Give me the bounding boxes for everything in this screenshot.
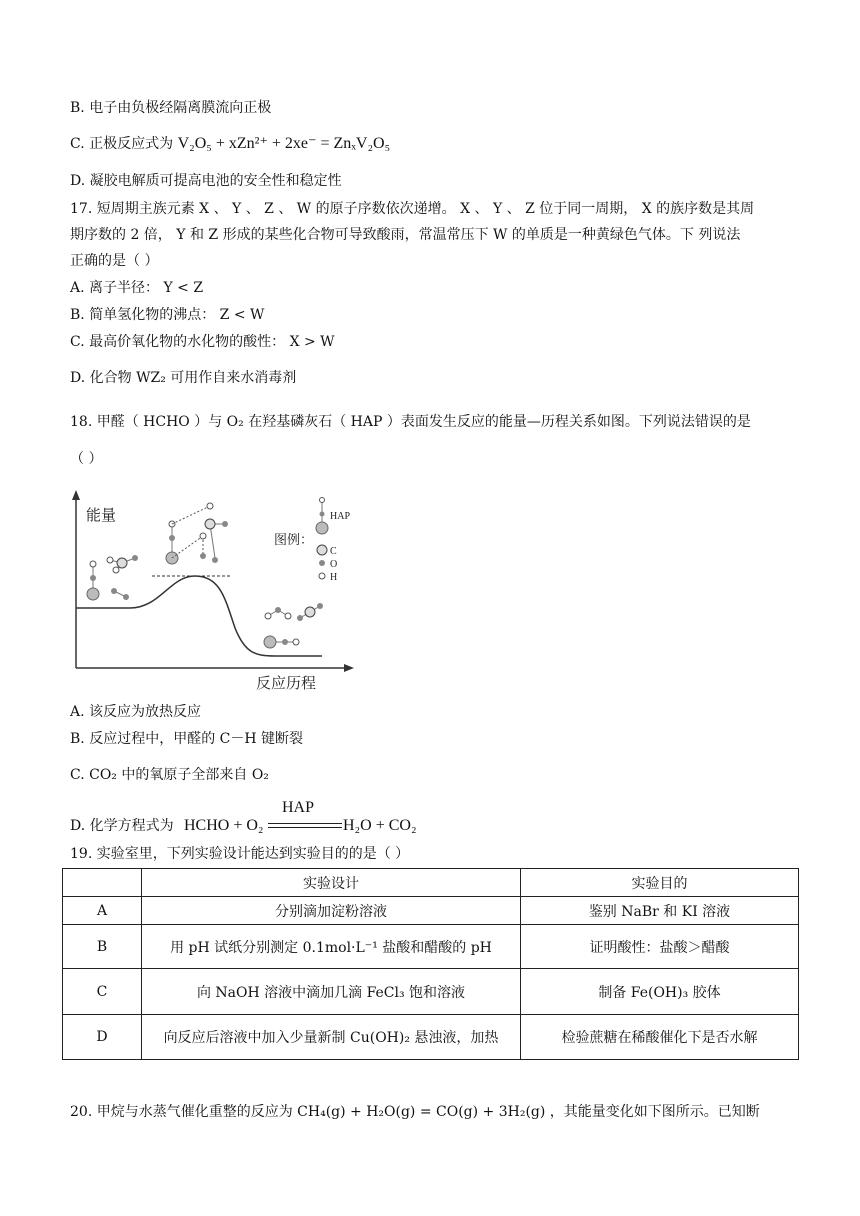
legend-hap-marker <box>316 522 328 534</box>
table-header-row <box>63 869 799 897</box>
legend-o-marker <box>319 560 325 566</box>
reactant-molecules <box>87 555 138 600</box>
q17-option-b: B. 简单氢化物的沸点： Z < W <box>70 307 265 323</box>
legend-h-marker <box>319 573 325 579</box>
row-label: D <box>63 1015 142 1060</box>
q16-option-d: D. 凝胶电解质可提高电池的安全性和稳定性 <box>70 173 342 189</box>
y-axis-label: 能量 <box>86 506 117 524</box>
q18-option-c: C. CO₂ 中的氧原子全部来自 O₂ <box>70 767 269 783</box>
q18-option-a: A. 该反应为放热反应 <box>70 704 202 720</box>
legend-c-marker <box>317 545 327 555</box>
q16-option-c <box>70 134 390 154</box>
table-row <box>63 969 799 1015</box>
table-row <box>63 1015 799 1060</box>
q18-option-d-prefix: D. 化学方程式为 <box>70 818 174 834</box>
q18-option-d-condition: HAP <box>282 799 315 816</box>
row-design: 向反应后溶液中加入少量新制 Cu(OH)₂ 悬浊液，加热 <box>142 1015 521 1060</box>
q18-option-d-right: H₂O + CO₂ <box>343 817 417 834</box>
x-axis-label: 反应历程 <box>256 674 317 692</box>
q17-option-c: C. 最高价氧化物的水化物的酸性： X > W <box>70 334 335 350</box>
row-label: A <box>63 897 142 925</box>
legend <box>316 498 350 584</box>
q16-option-b: B. 电子由负极经隔离膜流向正极 <box>70 100 272 116</box>
legend-hap-label: HAP <box>330 511 351 522</box>
table-header-cell: 实验目的 <box>521 869 799 897</box>
transition-state-molecules <box>166 503 228 564</box>
q20-stem: 20. 甲烷与水蒸气催化重整的反应为 CH₄(g) + H₂O(g) = CO(g) + 3H₂(g) ，其能量变化如下图所示。已知断 <box>70 1104 760 1120</box>
row-design: 分别滴加淀粉溶液 <box>142 897 521 925</box>
row-purpose: 检验蔗糖在稀酸催化下是否水解 <box>521 1015 799 1060</box>
row-label: B <box>63 925 142 969</box>
energy-profile-diagram <box>60 488 360 698</box>
product-molecules <box>264 603 323 648</box>
legend-title: 图例： <box>274 533 314 548</box>
q17-stem-line1: 17. 短周期主族元素 X 、 Y 、 Z 、 W 的原子序数依次递增。 X 、 Y 、 Z 位于同一周期， X 的族序数是其周 <box>70 201 755 217</box>
q17-stem-line2: 期序数的 2 倍， Y 和 Z 形成的某些化合物可导致酸雨，常温常压下 W 的单质是一种黄绿色气体。下 列说法 <box>70 227 741 243</box>
q18-stem-line1: 18. 甲醛（ HCHO ）与 O₂ 在羟基磷灰石（ HAP ）表面发生反应的能量—历程关系如图。下列说法错误的是 <box>70 414 751 430</box>
table-header-cell: 实验设计 <box>142 869 521 897</box>
q18-stem-line2: （ ） <box>70 451 103 467</box>
y-axis-arrow <box>72 490 80 500</box>
q19-stem: 19. 实验室里，下列实验设计能达到实验目的的是（ ） <box>70 846 410 862</box>
legend-o-label: O <box>330 559 338 570</box>
row-purpose: 证明酸性：盐酸＞醋酸 <box>521 925 799 969</box>
legend-h-label: H <box>330 572 338 583</box>
row-purpose: 制备 Fe(OH)₃ 胶体 <box>521 969 799 1015</box>
row-design: 用 pH 试纸分别测定 0.1mol·L⁻¹ 盐酸和醋酸的 pH <box>142 925 521 969</box>
row-design: 向 NaOH 溶液中滴加几滴 FeCl₃ 饱和溶液 <box>142 969 521 1015</box>
table-row <box>63 925 799 969</box>
q18-option-d-left: HCHO + O₂ <box>184 817 264 834</box>
q17-stem-line3: 正确的是（ ） <box>70 253 159 269</box>
experiment-table <box>62 868 799 1060</box>
legend-c-label: C <box>330 546 337 557</box>
q16-option-c-formula: V₂O₅ + xZn²⁺ + 2xe⁻ = ZnₓV₂O₅ <box>177 135 391 152</box>
row-purpose: 鉴别 NaBr 和 KI 溶液 <box>521 897 799 925</box>
q17-option-d: D. 化合物 WZ₂ 可用作自来水消毒剂 <box>70 370 297 386</box>
q16-option-c-prefix: C. 正极反应式为 <box>70 136 174 152</box>
table-header-cell <box>63 869 142 897</box>
x-axis-arrow <box>344 664 354 672</box>
q18-option-d-equals <box>268 823 342 828</box>
q18-option-b: B. 反应过程中，甲醛的 C－H 键断裂 <box>70 731 304 747</box>
table-row <box>63 897 799 925</box>
row-label: C <box>63 969 142 1015</box>
q17-option-a: A. 离子半径： Y < Z <box>70 280 204 296</box>
